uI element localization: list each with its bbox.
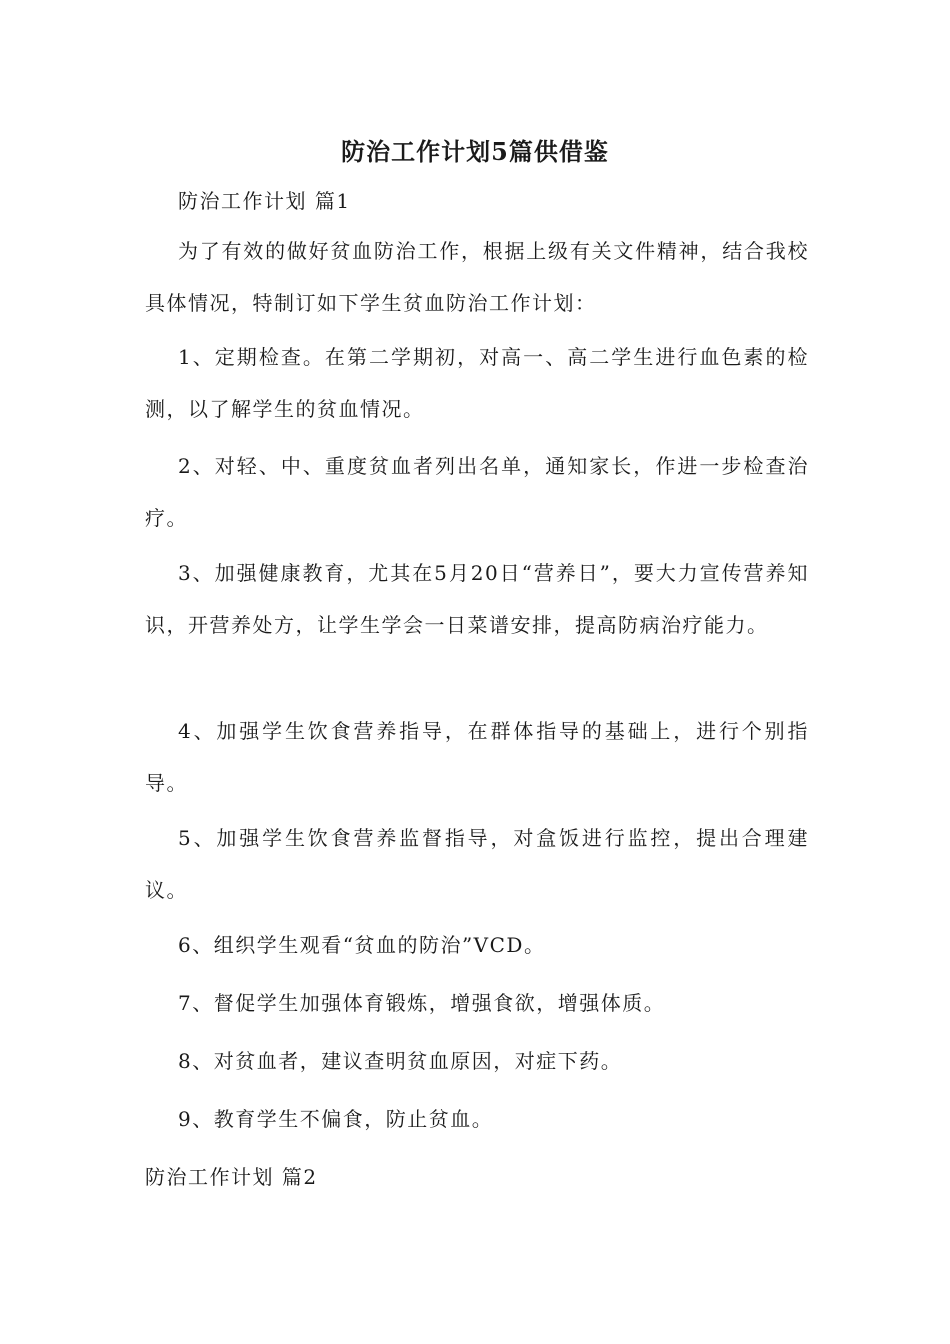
intro-paragraph: 为了有效的做好贫血防治工作，根据上级有关文件精神，结合我校具体情况，特制订如下学生贫血防治工作计划： [145,239,809,315]
list-item-9: 9、教育学生不偏食，防止贫血。 [178,1107,494,1131]
list-item-7: 7、督促学生加强体育锻炼，增强食欲，增强体质。 [178,991,666,1015]
document-title: 防治工作计划5篇供借鉴 [341,137,609,166]
list-item-1: 1、定期检查。在第二学期初，对高一、高二学生进行血色素的检测，以了解学生的贫血情况。 [145,345,809,421]
list-item-6: 6、组织学生观看“贫血的防治”VCD。 [178,933,546,957]
section-heading-2: 防治工作计划 篇2 [145,1165,318,1189]
list-item-4: 4、加强学生饮食营养指导，在群体指导的基础上，进行个别指导。 [145,719,809,795]
list-item-8: 8、对贫血者，建议查明贫血原因，对症下药。 [178,1049,623,1073]
section-heading-1: 防治工作计划 篇1 [178,189,351,213]
list-item-2: 2、对轻、中、重度贫血者列出名单，通知家长，作进一步检查治疗。 [145,454,809,530]
list-item-5: 5、加强学生饮食营养监督指导，对盒饭进行监控，提出合理建议。 [145,826,809,902]
list-item-3: 3、加强健康教育，尤其在5月20日“营养日”，要大力宣传营养知识，开营养处方，让学生学会一日菜谱安排，提高防病治疗能力。 [145,561,809,637]
